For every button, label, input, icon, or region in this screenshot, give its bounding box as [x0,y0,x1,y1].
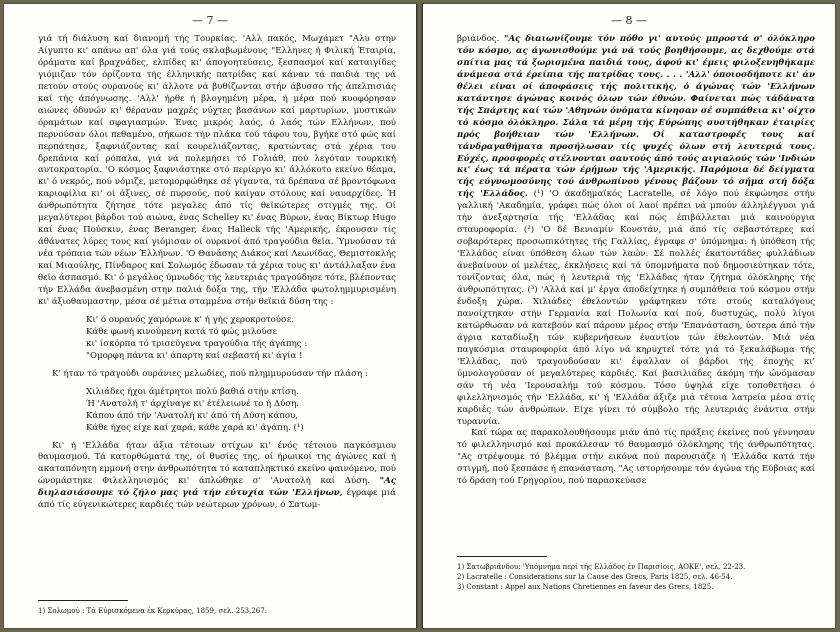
verse-line: κι' ίσκόρπα τό τρισεύγενα τραγούδια τής άγάπης : [86,338,308,349]
left-page [4,4,417,628]
paragraph-text: (¹) 'Ο άκαδημαϊκός Lacratelle, σέ λόγο πού έκφώνησε στήν γαλλική 'Ακαδημία, γράφει πώς όλοι οί λαοί πρέπει νά μπούν άλληλέγγυοι γιά τήν άνεξαρτησία τής 'Ελλάδας καί πώς έπιβάλλεται μιά καινούργια σταυροφορία. (²) 'Ο δέ Βενιαμίν Κονστάν, μιά άπό τίς σεβαστότερες καί σοβαρότερες προσωπικότητες τής Γαλλίας, έγραφε σ' ύπόμνημα: ή ύπόθεση τής 'Ελλάδος είναι ύπόθεση όλων τών λαών. Σέ πολλές έκατοντάδες φυλλάδιων άνεβαίνουν οί μελέτες, έκκλήσεις καί τά ύπομνήματα πού δημοσιεύτηκαν τότε, τονίζοντας όλα, πώς ή λευτεριά τής 'Ελλάδας ήταν ζήτημα όλόκληρης τής άνθρωπότητας. (³) 'Αλλά καί μ' έργα άποδείχτηκε ή συμπάθεια τού κόσμου στήν ένδοξη χώρα. Χιλιάδες έθελοντών γράφτηκαν τότε στούς καταλόγους πανοίχτηκαν στήν Γερμανία καί Πολωνία καί πού, δυστυχώς, πολύ λίγοι κατώρθωσαν νά κατεβούν καί πάρουν μέρος στήν 'Επανάσταση, ύστερα άπό τήν άγρια καταδίωξη τών κυβερνήσεων έναντίον τών έθελοντών. Μιά νέα παγκόσμια σταυροφορία άπό λίγο νά κηρυχτεί τότε γιά τό ξεκαλάβωμα τής 'Ελλάδας, πού τραγουδούσαν κι' έψαλλαν οί βάρδοι τής έποχής κι' ύμνολογούσαν οί μεγαλύτερες καρδιές. Καί βασιλιάδες άκόμη τήν ώνόμασαν σάν τή νέα 'Ιερουσαλήμ τού κόσμου. Τόσο ύψηλά είχε τοποθετήσει ό φιλελληνισμός τήν 'Ελλάδα, κι' ή 'Ελλάδα άξιζε μιά τέτοια λατρεία μέσα στίς καρδιές τών άνθρώπων. Είχε γίνει τό σύμβολο τής λευτεριάς ένάντια στήν τυραννία. [457,189,816,427]
footnote-rule [457,556,547,557]
verse-line: Κάθε φωνή κινούμενη κατά τό φώς μιλούσε [86,326,278,337]
verse-line: Ή 'Ανατολή τ' άρχίναγε κι' έτέλειωνέ το ή Δύση. [86,398,300,409]
quote-bold: "Ας διαιωνίζουμε τόν πόθο γι' αυτούς μπροστά σ' όλόκληρο τόν κόσμο, ας άγωνισθούμε γιά νά τούς βοηθήσουμε, ας δεχθούμε στά σπίτια μας τά ξωρισμένα παιδιά τους, άφού κι' έμεις φιλοξενηθήκαμε άνάμεσα στά έρείπια τής πατρίδας τους. . . . 'Αλλ' όποιοσδήποτε κι' άν θέλει είναι οί άποφάσεις τής πολιτικής, ό άγώνας τών 'Ελλήνων κατάντησε άγώνας κοινός όλων τών έθνών. Φαίνεται πώς τάδάνατα τής Σπάρτης καί τών 'Αθηνών όνόματα κίνησαν σέ συμπάθεια κι' οίχτο τό κόσμο όλόκληρο. Σάλα τά μέρη τής Εύρώπης συστήθηκαν έταιρίες πρός βοήθειαν τών 'Ελλήνων. Οί καταστροφές τους καί τάνδραγαθήματα προσήλωσαν τίς ψυχές όλων στή λευτεριά τους. Εύχές, προσφορές στέλνονται σαυτούς άπό τούς αιγιαλούς τών 'Ινδιών κι' έως τά πέρατα τών έρήμων τής 'Αμερικής. Παρόμοια δέ δείγματα τής εύγνωμοσύνης τού άνθρωπίνου γένους βάζουν τό σήμα στή δόξα τής 'Ελλάδος. [457,34,815,200]
paragraph [38,441,396,513]
footnotes [457,562,815,592]
paragraph: γιά τή διάλυση καί διανομή τής Τουρκίας. 'Αλλ πακός, Μωχάμετ "Αλυ στην Αίγυπτο κι' απάνω απ' όλα γιά τούς σκλαβωμένους "Ελληνες ή Φιλική Έταιρία, όράματα καί βραχνάδες, ελπίδες κι' άπογοητεύσεις, ξεσπασμοί καί καταιγίδες γιόμιζαν τόν όρίζοντα τής έλληνικής πατρίδας καί κάναν τά παιδιά της νά πετούν στούς ουρανούς κι' άλλοτε νά βυθίζωνται στήν άβυσσο τής άπελπισιάς καί τής άπόγνωσης. 'Αλλ' ήρθε ή βλογημένη μέρα, ή μέρα πού κυοφόρησαν αιώνες όδυνών κι' θέραναν μαχρές νύχτες βασάνων καί μαρτυρίων, μυστικών όραμάτων καί σφαγιασμών. Ένας μικρός λαός, ό λαός τών Ελλήνων, πού περνούσαν όλοι πεθαμένο, σήκωσε τήν πλάκα τού τάφου του, βγήκε στό φώς καί περπάτησε, ξαφνιάζοντας καί κουρελιάζοντας, κρατώντας στά χέρια του δρεπάνια καί ρόπαλα, γιά νά πολεμήσει τό Γολιάθ, πού λεγόταν τουρκική αυτοκρατορία. 'Ο κόσμος ξαφνιάστηκε στό περίεργο κι' άλλόκοτο εκείνο θέαμα, κι' ό νεκρός, πού νόμιζε, μετομορφώθηκε σέ γίγαντα, τά δρέπανα σέ βροντόφωνα καριοφίλια κι' οί άξινες, σέ πυρσούς, πού καίγαν στόλους καί ναυαρχίδες. Ή άνθρωπότητα ζήτησε τότε μεγαλες άπό τίς θεϊκώτερες στιγμές της. Οί μεγαλύτεροι βάρδοι τού αιώνα, ένας Schelley κι' ένας Βύρων, ένας Βίκτωρ Hugo καί ένας Πούσκιν, ένας Beranger, ένας Halleck τής 'Αμερικής, έκρουσαν τίς άθάνατες λύρες τους καί γιόμισαν οί ουρανοί άπό τραγούδια θεϊα. Ύμνούσαν τά νέα τρόπαια τών νέων Έλλήνων. 'Ο Θανάσης Διάκος καί Λεωνίδας, Θεμιστοκλής καί Μιαούλης, Πίνδαρος καί Σολωμός έδωσαν τά χέρια τους κι' άντάλλαξαν ένα θεϊο άσπασμό. Κι' ό μεγάλος ύμνωδός τής λευτεριάς τραγούδησε τότε, βλέποντας τήν Ελλάδα άνεβασμένη στην παλιά δόξα της, τήν 'Ελλάδα φωτολημμυρισμένη κι' άξιοθαυμαστην, μέσα σέ μέτια σταμμένα στήν θεϊκιά δύση της : [38,34,396,307]
page-body [38,34,396,512]
paragraph-text: βριάνδος. [457,34,500,44]
footnote-rule [38,600,128,601]
paragraph: Καί τώρα ας παρακολουθήσουμε μιάν άπό τίς πράξεις έκείνες πού γέννησαν τό φιλελληνισμό καί προκάλεσαν τό θαυμασμό όλόκληρης τής άνθρωπότητας. "Ας στρέψουμε τό βλέμμα στήν εικόνα πού παρουσιάζε ή 'Ελλάδα κατά τήν στιγμή, πού ξεσπάσε ή επανάσταση. "Ας ιστορήσουμε τόν άγώνα τής Εύβοιας καί τό δράση τού Γρηγορίου, πού παρασκεύασε [457,428,815,487]
verse-line: Κάπου άπό τήν 'Ανατολή κι' άπό τή Δύση κάπου, [86,410,299,421]
verse-line: Χιλιάδες ήχοι άμέτρητοι πολύ βαθιά στήν κτίση. [86,386,299,397]
paragraph [457,34,815,428]
footnote: 3) Constant : Appel aux Nations Chretiennes en faveur des Grecs, 1825. [457,583,714,591]
verse-line: Κάθε ήχος είχε καί χαρά, κάθε χαρά κι' άγάπη. (¹) [86,422,304,433]
page-body [457,34,815,488]
verse-line: Κι' ό ουρανός χαμόρωνε κ' ή γής χεροκροτούσε. [86,314,295,325]
paragraph-text: έγραφε μιά άπό τίς εύγενικώτερες καρδιές τών νεώτερων χρόνων, ό Σατωμ- [38,488,396,511]
footnote: 2) Lacratelle : Considerations sur la Cause des Grecs, Paris 1825, σελ. 46-54. [457,573,733,581]
quote-bold: "Ας διηλασιάσουμε τό ζήλο μας γιά τήν εύτυχία τών 'Ελλήνων, [38,476,396,499]
footnote: 1) Σατωβριάνδου: 'Υπόμνημα περί τής Ελλάδος έν Παρισίοις, ΑΟΚΕ', σελ. 22-23. [457,563,746,571]
poem-stanza [86,387,396,435]
verse-intro: Κ' ήταν τό τραγούδι ουράνιες μελωδίες, πού πλημμυρούσαν τήν πλάση : [52,368,368,379]
footnote: 1) Σολωμού : Τά Εύρισκόμενα έκ Κερκύρας, 1859, σελ. 253,267. [38,607,267,615]
page-number: — 7 — [192,14,228,27]
poem-stanza [86,315,396,363]
page-number: — 8 — [611,14,647,27]
paragraph-text: Κι' ή 'Ελλάδα ήταν άξια τέτοιων στίχων κι' ένός τέτοιου παγκόσμιου θαυμασμού. Τά κατορθώματά της, οί θυσίες της, οί ήρωικοί της άγώνες καί ή ακαταπόνητη εμμονή στην άνθρωπότητα τό καταπληκτικό εκείνο φαινόμενο, πού ώνομάστηκε Φιλελληνισμός κι' άπλώθηκε σ' 'Ανατολή καί Δύση. [38,440,396,487]
footnotes [38,606,396,616]
right-page [422,4,835,628]
verse-line: "Ομορφη πάντα κι' άπαρτη καί σεβαστή κι' άγία ! [86,350,303,361]
